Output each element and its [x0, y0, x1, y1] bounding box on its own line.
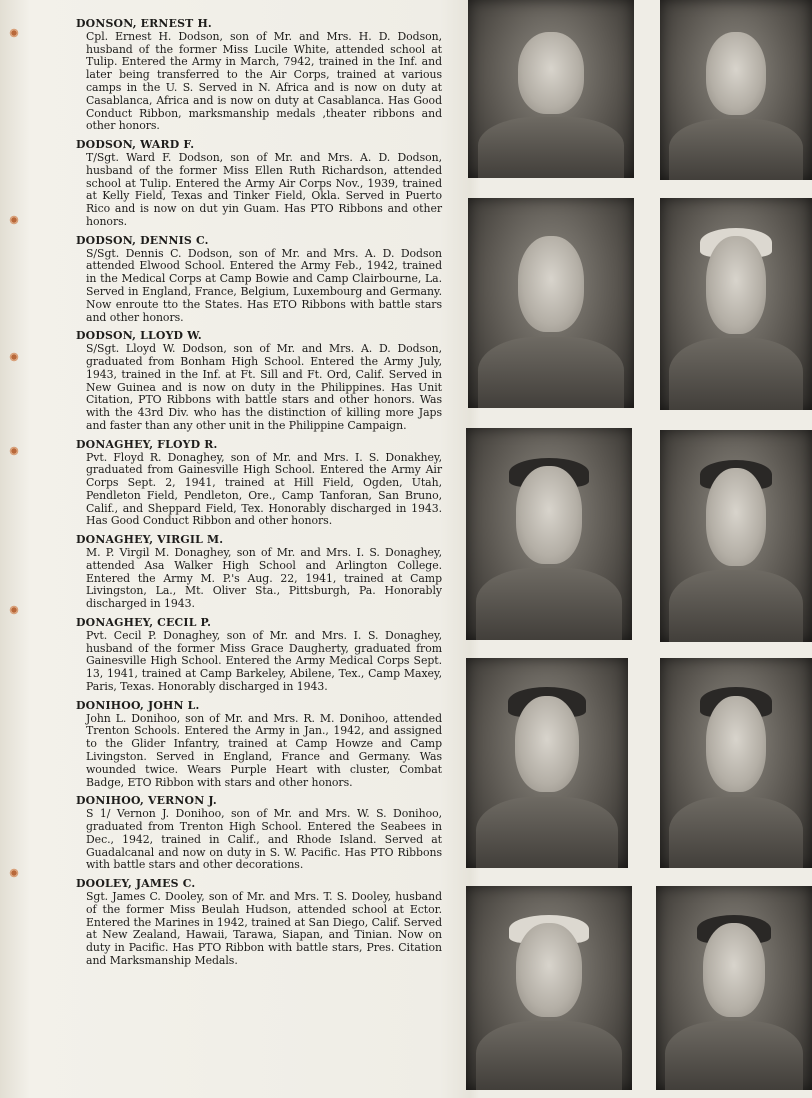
portrait-photo — [468, 198, 634, 408]
entry-text: Sgt. James C. Dooley, son of Mr. and Mrs. T. S. Dooley, husband of the former Miss Beulah Hudson, attended school at Ector. Entered the Marines in 1942, trained at San Diego, Calif. Served at New Zealand, Hawaii, Tarawa, Siapan, and Tinian. Now on duty in Pacific. Has PTO Ribbon with battle stars, Pres. Citation and Marksmanship Medals. — [86, 890, 442, 967]
biography-entry — [76, 439, 442, 529]
biography-entry — [76, 617, 442, 694]
entry-text: T/Sgt. Ward F. Dodson, son of Mr. and Mrs. A. D. Dodson, husband of the former Miss Ellen Ruth Richardson, attended school at Tulip. Entered the Army Air Corps Nov., 1939, trained at Kelly Field, Texas and Tinker Field, Okla. Served in Puerto Rico and is now on dut yin Guam. Has PTO Ribbons and other honors. — [86, 150, 442, 228]
entry-text: Cpl. Ernest H. Dodson, son of Mr. and Mrs. H. D. Dodson, husband of the former Miss Lucile White, attended school at Tulip. Entered the Army in March, 7942, trained in the Inf. and later being transferred to the Air Corps, trained at various camps in the U. S. Served in N. Africa and is now on duty at Casablanca, Africa and is now on duty at Casablanca. Has Good Conduct Ribbon, marksmanship medals ,theater ribbons and other honors. — [86, 29, 442, 133]
portrait-photo — [466, 658, 628, 868]
portrait-photo — [468, 0, 634, 178]
punch-hole — [9, 605, 19, 615]
entry-name: DONSON, ERNEST H. — [76, 17, 212, 30]
entry-text: Pvt. Cecil P. Donaghey, son of Mr. and Mrs. I. S. Donaghey, husband of the former Miss Grace Daugherty, graduated from Gainesville High School. Entered the Army Medical Corps Sept. 13, 1941, trained at Camp Barkeley, Abilene, Tex., Camp Maxey, Paris, Texas. Honorably discharged in 1943. — [86, 628, 442, 694]
entry-text: M. P. Virgil M. Donaghey, son of Mr. and Mrs. I. S. Donaghey, attended Asa Walker High School and Arlington College. Entered the Army M. P.'s Aug. 22, 1941, trained at Camp Livingston, La., Mt. Oliver Sta., Pittsburgh, Pa. Honorably discharged in 1943. — [86, 546, 442, 611]
entry-text: S 1/ Vernon J. Donihoo, son of Mr. and Mrs. W. S. Donihoo, graduated from Trenton High School. Entered the Seabees in Dec., 1942, trained in Calif., and Rhode Island. Served at Guadalcanal and now on duty in S. W. Pacific. Has PTO Ribbons with battle stars and other decorations. — [86, 807, 442, 872]
punch-hole — [9, 215, 19, 225]
portrait-photo — [660, 198, 812, 410]
biography-entry — [76, 235, 442, 325]
portrait-photo — [660, 658, 812, 868]
punch-hole — [9, 352, 19, 362]
entry-text: John L. Donihoo, son of Mr. and Mrs. R. M. Donihoo, attended Trenton Schools. Entered the Army in Jan., 1942, and assigned to the Glider Infantry, trained at Camp Howze and Camp Livingston. Served in England, France and Germany. Was wounded twice. Wears Purple Heart with cluster, Combat Badge, ETO Ribbon with stars and other honors. — [86, 711, 442, 789]
portrait-photo — [660, 0, 812, 180]
biography-entry — [76, 18, 442, 133]
entry-name: DONIHOO, JOHN L. — [76, 698, 200, 712]
punch-hole — [9, 868, 19, 878]
entry-name: DONAGHEY, CECIL P. — [76, 616, 212, 630]
entry-name: DODSON, DENNIS C. — [76, 233, 209, 247]
entry-name: DOOLEY, JAMES C. — [76, 877, 196, 891]
entry-name: DONAGHEY, FLOYD R. — [76, 437, 218, 451]
portrait-photo — [656, 886, 812, 1090]
entry-name: DONIHOO, VERNON J. — [76, 794, 217, 808]
biography-entry — [76, 878, 442, 968]
entry-text: Pvt. Floyd R. Donaghey, son of Mr. and Mrs. I. S. Donakhey, graduated from Gainesville High School. Entered the Army Air Corps Sept. 2, 1941, trained at Hill Field, Ogden, Utah, Pendleton Field, Pendleton, Ore., Camp Tanforan, San Bruno, Calif., and Sheppard Field, Tex. Honorably discharged in 1943. Has Good Conduct Ribbon and other honors. — [86, 450, 442, 528]
biography-entry — [76, 534, 442, 611]
entry-name: DONAGHEY, VIRGIL M. — [76, 533, 224, 547]
entry-name: DODSON, WARD F. — [76, 138, 195, 152]
punch-hole — [9, 28, 19, 38]
entry-text: S/Sgt. Lloyd W. Dodson, son of Mr. and Mrs. A. D. Dodson, graduated from Bonham High School. Entered the Army July, 1943, trained in the Inf. at Ft. Sill and Ft. Ord, Calif. Served in New Guinea and is now on duty in the Philippines. Has Unit Citation, PTO Ribbons with battle stars and other honors. Was with the 43rd Div. who has the distinction of killing more Japs and faster than any other unit in the Philippine Campaign. — [86, 342, 442, 432]
biography-entry — [76, 700, 442, 790]
entry-name: DODSON, LLOYD W. — [76, 329, 202, 343]
portrait-photo — [466, 886, 632, 1090]
punch-hole — [9, 446, 19, 456]
portrait-photo — [660, 430, 812, 642]
biography-entry — [76, 795, 442, 872]
biography-entry — [76, 139, 442, 229]
entry-text: S/Sgt. Dennis C. Dodson, son of Mr. and Mrs. A. D. Dodson attended Elwood School. Entered the Army Feb., 1942, trained in the Medical Corps at Camp Bowie and Camp Clairbourne, La. Served in England, France, Belgium, Luxembourg and Germany. Now enroute tto the States. Has ETO Ribbons with battle stars and other honors. — [86, 246, 442, 324]
biography-entry — [76, 330, 442, 432]
biography-column — [76, 18, 442, 1090]
portrait-photo — [466, 428, 632, 640]
